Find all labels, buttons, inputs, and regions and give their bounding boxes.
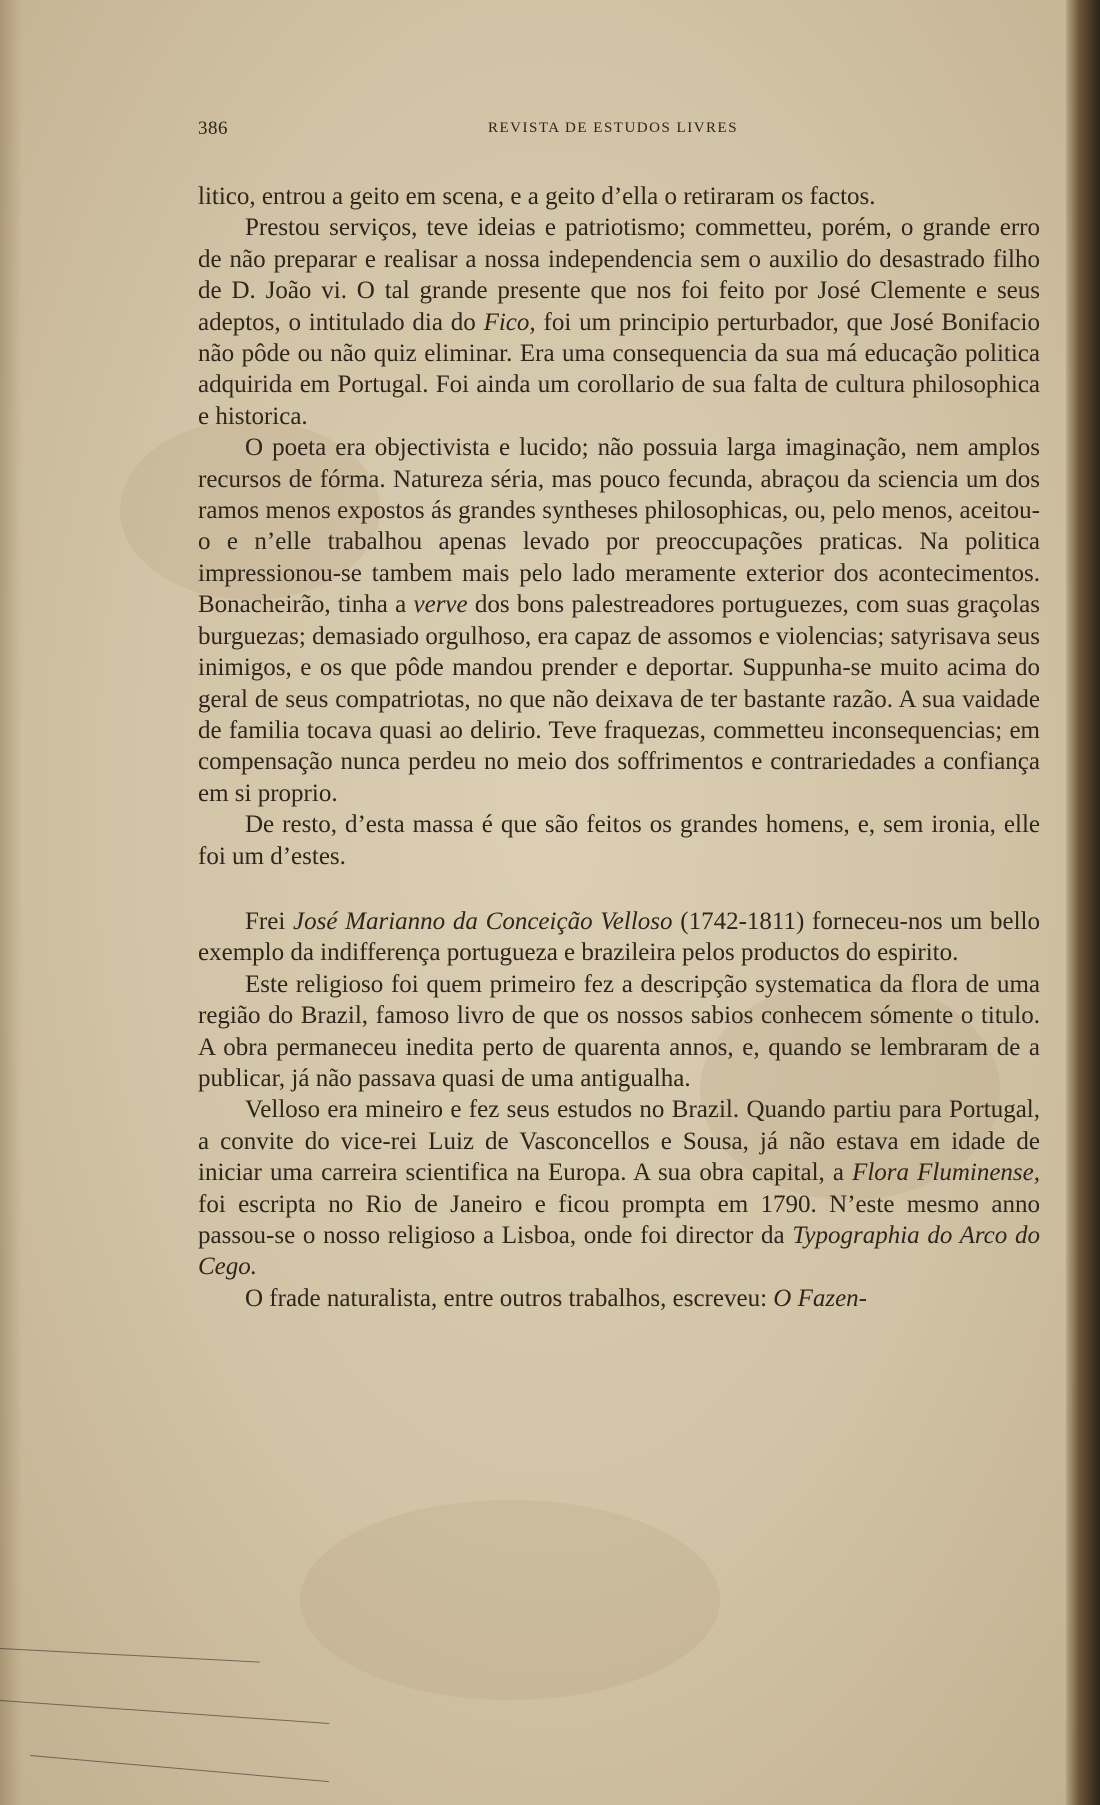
text-run: litico, entrou a geito em scena, e a geito d’ella o retiraram os factos. [198,183,876,210]
text-run: O frade naturalista, entre outros trabalhos, escreveu: [245,1284,774,1312]
book-spine-shadow [1066,0,1100,1805]
italic-text: Flora Fluminense, [852,1159,1040,1187]
paper-stain [300,1500,720,1700]
paper-scratch [0,1700,329,1724]
text-run: De resto, d’esta massa é que são feitos os grandes homens, e, sem ironia, elle foi um d’estes. [198,811,1040,870]
text-run: Velloso era mineiro e fez seus estudos no Brazil. Quando partiu para Portugal, a convite do vice-rei Luiz de Vasconcellos e Sousa, já não estava em idade de iniciar uma carreira scientifica na Europa. A sua obra capital, a [198,1096,1040,1187]
paragraph [198,181,1040,212]
section-break [198,872,1040,906]
body-text [198,181,1040,1314]
paragraph [198,969,1040,1095]
text-run: (1742-1811) forneceu-nos um bello exemplo da indifferença portugueza e brazileira pelos productos do espirito. [198,907,1040,967]
page-edge-shadow [0,0,22,1805]
text-run: dos bons palestreadores portuguezes, com suas graçolas burguezas; demasiado orgulhoso, era capaz de assomos e violencias; satyrisava seus inimigos, e os que pôde mandou prender e deportar. Suppunha-se muito acima do geral de seus compatriotas, no que não deixava de ter bastante razão. A sua vaidade de familia tocava quasi ao delirio. Teve fraquezas, commetteu inconsequencias; em compensação nunca perdeu no meio dos soffrimentos e contrariedades a confiança em si proprio. [198,591,1040,807]
text-run: foi um principio perturbador, que José Bonifacio não pôde ou não quiz eliminar. Era uma consequencia da sua má educação politica adquirida em Portugal. Foi ainda um corollario de sua falta de cultura philosophica e historica. [198,308,1040,430]
paragraph [198,1283,1040,1314]
paragraph [198,906,1040,969]
page-header [198,118,1040,146]
paragraph [198,1094,1040,1282]
page-number: 386 [198,118,228,139]
paper-scratch [30,1755,329,1782]
text-run: foi escripta no Rio de Janeiro e ficou prompta em 1790. N’este mesmo anno passou-se o nosso religioso a Lisboa, onde foi director da [198,1190,1040,1249]
text-run: Este religioso foi quem primeiro fez a descripção systematica da flora de uma região do Brazil, famoso livro de que os nossos sabios conhecem sómente o titulo. A obra permaneceu inedita perto de quarenta annos, e, quando se lembraram de a publicar, já não passava quasi de uma antigualha. [198,970,1040,1092]
paragraph [198,432,1040,809]
italic-text: Typographia do Arco do Cego. [198,1222,1040,1281]
running-title: REVISTA DE ESTUDOS LIVRES [488,120,739,136]
paragraph [198,809,1040,872]
paragraph [198,212,1040,432]
italic-text: José Marianno da Conceição Velloso [293,907,673,935]
paper-scratch [0,1648,260,1663]
text-run: Prestou serviços, teve ideias e patriotismo; commetteu, porém, o grande erro de não preparar e realisar a nossa independencia sem o auxilio do desastrado filho de D. João vi. O tal grande presente que nos foi feito por José Clemente e seus adeptos, o intitulado dia do [198,214,1040,336]
italic-text: verve [413,591,468,619]
text-run: Frei [245,907,294,935]
italic-text: O Fazen- [773,1284,867,1312]
text-run: O poeta era objectivista e lucido; não possuia larga imaginação, nem amplos recursos de fórma. Natureza séria, mas pouco fecunda, abraçou da sciencia um dos ramos menos expostos ás grandes syntheses philosophicas, ou, pelo menos, aceitou-o e n’elle trabalhou apenas levado por preoccupações praticas. Na politica impressionou-se tambem mais pelo lado meramente exterior dos acontecimentos. Bonacheirão, tinha a [198,434,1040,619]
italic-text: Fico, [483,308,536,336]
